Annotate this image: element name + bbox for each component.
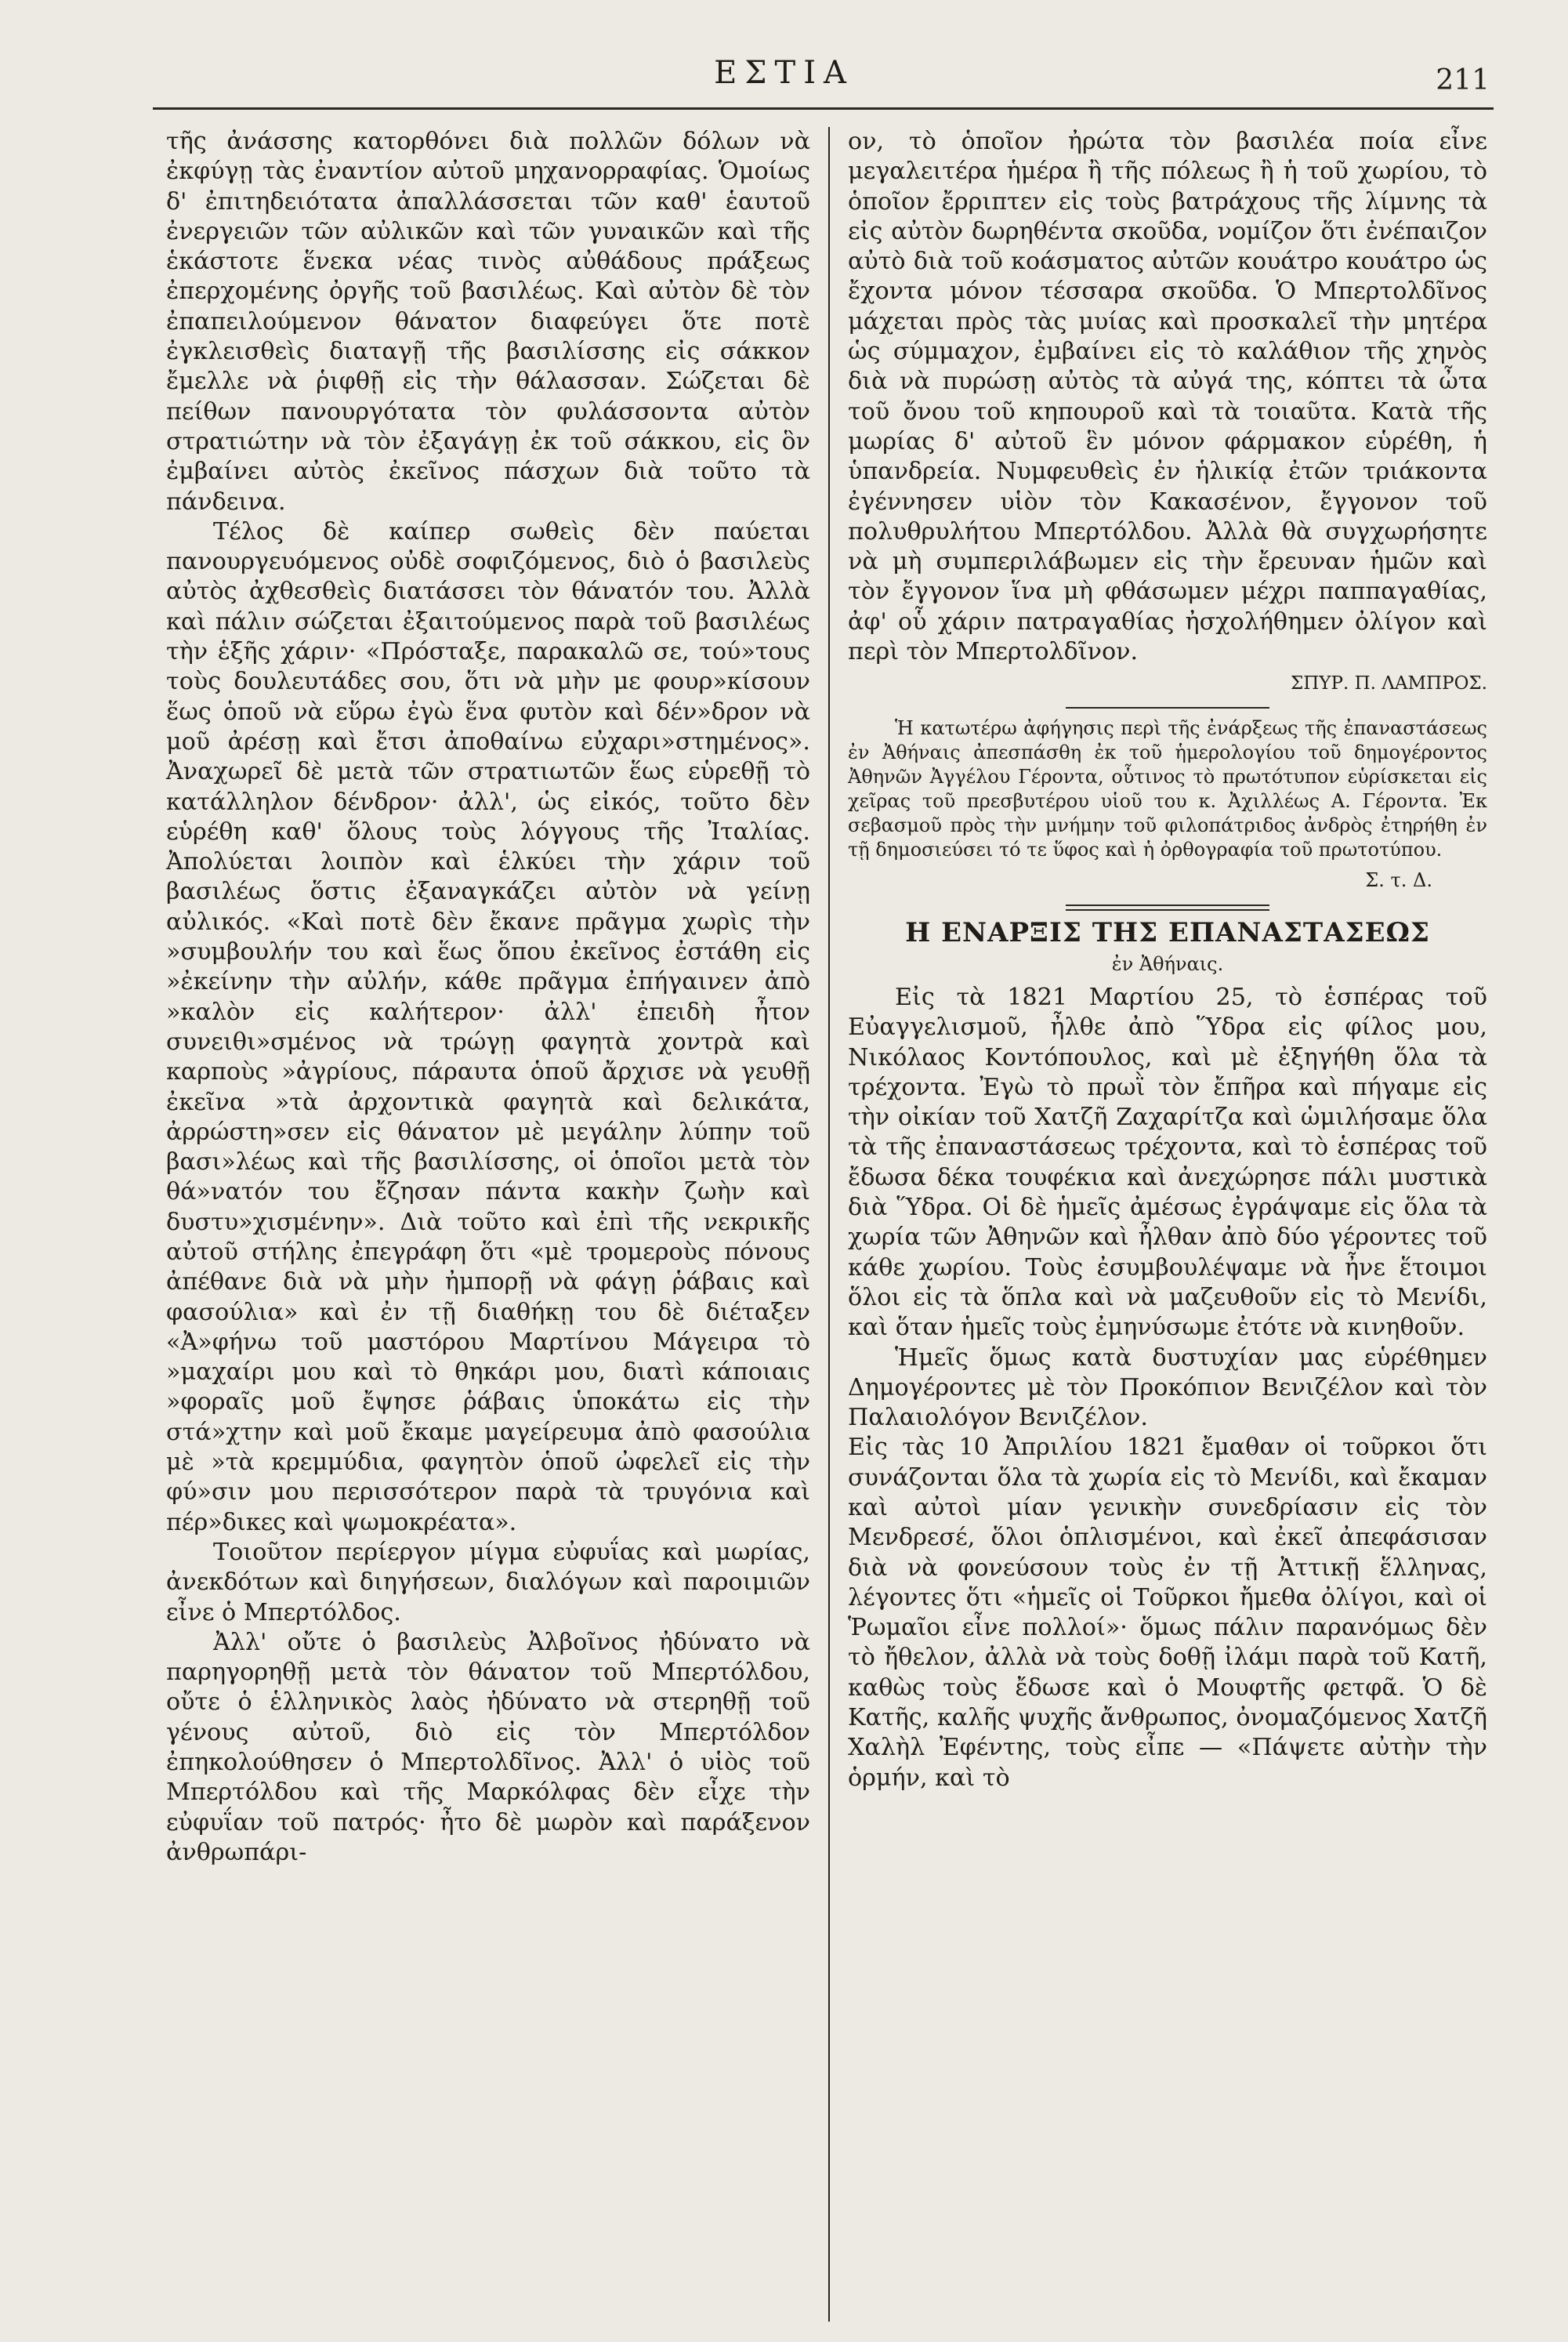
- double-divider: [1066, 905, 1269, 911]
- right-column: [848, 127, 1487, 1793]
- paragraph: Εἰς τὰ 1821 Μαρτίου 25, τὸ ἑσπέρας τοῦ Εὐαγγελισμοῦ, ἦλθε ἀπὸ Ὕδρα εἰς φίλος μου, Νικόλαος Κοντόπουλος, καὶ μὲ ἐξηγήθη ὅλα τὰ τρέχοντα. Ἐγὼ τὸ πρωῒ τὸν ἔπῆρα καὶ πήγαμε εἰς τὴν οἰκίαν τοῦ Χατζῆ Ζαχαρίτζα καὶ ὡμιλήσαμε ὅλα τὰ τῆς ἐπαναστάσεως τρέχοντα, καὶ τὸ ἑσπέρας τοῦ ἔδωσα δέκα τουφέκια καὶ ἀνεχώρησε πάλι μυστικὰ διὰ Ὕδρα. Οἱ δὲ ἡμεῖς ἀμέσως ἐγράψαμε εἰς ὅλα τὰ χωρία τῶν Ἀθηνῶν καὶ ἦλθαν ἀπὸ δύο γέροντες τοῦ κάθε χωρίου. Τοὺς ἐσυμβουλέψαμε νὰ ἦνε ἕτοιμοι ὅλοι εἰς τὰ ὅπλα καὶ νὰ μαζευθοῦν εἰς τὸ Μενίδι, καὶ ὅταν ἡμεῖς τοὺς ἐμηνύσωμε ἐτότε νὰ κινηθοῦν.: [848, 983, 1487, 1342]
- editor-note-signature: Σ. τ. Δ.: [1365, 868, 1432, 891]
- paragraph: Τοιοῦτον περίεργον μίγμα εὐφυΐας καὶ μωρίας, ἀνεκδότων καὶ διηγήσεων, διαλόγων καὶ παροιμιῶν εἶνε ὁ Μπερτόλδος.: [166, 1538, 810, 1626]
- paragraph: Ἀλλ' οὔτε ὁ βασιλεὺς Ἀλβοῖνος ἠδύνατο νὰ παρηγορηθῇ μετὰ τὸν θάνατον τοῦ Μπερτόλδου, οὔτε ὁ ἑλληνικὸς λαὸς ἠδύνατο νὰ στερηθῇ τοῦ γένους αὐτοῦ, διὸ εἰς τὸν Μπερτόλδον ἐπηκολούθησεν ὁ Μπερτολδῖνος. Ἀλλ' ὁ υἱὸς τοῦ Μπερτόλδου καὶ τῆς Μαρκόλφας δὲν εἶχε τὴν εὐφυΐαν τοῦ πατρός· ἦτο δὲ μωρὸν καὶ παράξενον ἀνθρωπάρι-: [166, 1628, 810, 1866]
- paragraph: Τέλος δὲ καίπερ σωθεὶς δὲν παύεται πανουργευόμενος οὐδὲ σοφιζόμενος, διὸ ὁ βασιλεὺς αὐτὸς ἀχθεσθεὶς διατάσσει τὸν θάνατόν του. Ἀλλὰ καὶ πάλιν σώζεται ἐξαιτούμενος παρὰ τοῦ βασιλέως τὴν ἑξῆς χάριν· «Πρόσταξε, παρακαλῶ σε, τού»τους τοὺς δουλευτάδες σου, ὅτι νὰ μὴν με φουρ»κίσουν ἕως ὁποῦ νὰ εὕρω ἐγὼ ἕνα φυτὸν καὶ δέν»δρον νὰ μοῦ ἀρέσῃ καὶ ἔτσι ἀποθαίνω εὐχαρι»στημένος». Ἀναχωρεῖ δὲ μετὰ τῶν στρατιωτῶν ἕως εὑρεθῇ τὸ κατάλληλον δένδρον· ἀλλ', ὡς εἰκός, τοῦτο δὲν εὑρέθη καθ' ὅλους τοὺς λόγγους τῆς Ἰταλίας. Ἀπολύεται λοιπὸν καὶ ἑλκύει τὴν χάριν τοῦ βασιλέως ὅστις ἐξαναγκάζει αὐτὸν νὰ γείνῃ αὐλικός. «Καὶ ποτὲ δὲν ἔκανε πρᾶγμα χωρὶς τὴν »συμβουλήν του καὶ ἕως ὅπου ἐκεῖνος ἐστάθη εἰς »ἐκείνην τὴν αὐλήν, κάθε πρᾶγμα ἐπήγαινεν ἀπὸ »καλὸν εἰς καλήτερον· ἀλλ' ἐπειδὴ ἦτον συνειθι»σμένος νὰ τρώγῃ φαγητὰ χοντρὰ καὶ καρποὺς »ἀγρίους, πάραυτα ὁποῦ ἄρχισε νὰ γευθῇ ἐκεῖνα »τὰ ἀρχοντικὰ φαγητὰ καὶ δελικάτα, ἀρρώστη»σεν εἰς θάνατον μὲ μεγάλην λύπην τοῦ βασι»λέως καὶ τῆς βασιλίσσης, οἱ ὁποῖοι μετὰ τὸν θά»νατόν του ἔζησαν πάντα κακὴν ζωὴν καὶ δυστυ»χισμένην». Διὰ τοῦτο καὶ ἐπὶ τῆς νεκρικῆς αὐτοῦ στήλης ἐπεγράφη ὅτι «μὲ τρομεροὺς πόνους ἀπέθανε διὰ νὰ μὴν ἠμπορῇ νὰ φάγῃ ῥάβαις καὶ φασούλια» καὶ ἐν τῇ διαθήκῃ του δὲ διέταξεν «Ἀ»φήνω τοῦ μαστόρου Μαρτίνου Μάγειρα τὸ »μαχαίρι μου καὶ τὸ θηκάρι μου, διατὶ κάποιαις »φοραῖς μοῦ ἔψησε ῥάβαις ὑποκάτω εἰς τὴν στά»χτην καὶ μοῦ ἔκαμε μαγείρευμα ἀπὸ φασούλια μὲ »τὰ κρεμμύδια, φαγητὸν ὁποῦ ὠφελεῖ εἰς τὴν φύ»σιν μου περισσότερον παρὰ τὰ τρυγόνια καὶ πέρ»δικες καὶ ψωμοκρέατα».: [166, 517, 810, 1536]
- article-title: Η ΕΝΑΡΞΙΣ ΤΗΣ ΕΠΑΝΑΣΤΑΣΕΩΣ: [905, 916, 1430, 948]
- paragraph: Εἰς τὰς 10 Ἀπριλίου 1821 ἔμαθαν οἱ τοῦρκοι ὅτι συνάζονται ὅλα τὰ χωρία εἰς τὸ Μενίδι, καὶ ἔκαμαν καὶ αὐτοὶ μίαν γενικὴν συνεδρίασιν εἰς τὸν Μενδρεσέ, ὅλοι ὁπλισμένοι, καὶ ἐκεῖ ἀπεφάσισαν διὰ νὰ φονεύσουν τοὺς ἐν τῇ Ἀττικῇ ἕλληνας, λέγοντες ὅτι «ἡμεῖς οἱ Τοῦρκοι ἤμεθα ὀλίγοι, καὶ οἱ Ῥωμαῖοι εἶνε πολλοί»· ὅμως πάλιν παρανόμως δὲν τὸ ἤθελον, ἀλλὰ νὰ τοὺς δοθῇ ἰλάμι παρὰ τοῦ Κατῆ, καθὼς τοὺς ἔδωσε καὶ ὁ Μουφτῆς φετφᾶ. Ὁ δὲ Κατῆς, καλῆς ψυχῆς ἄνθρωπος, ὀνομαζόμενος Χατζῆ Χαλὴλ Ἐφέντης, τοὺς εἶπε — «Πάψετε αὐτὴν τὴν ὁρμήν, καὶ τὸ: [848, 1434, 1487, 1792]
- author-signature: ΣΠΥΡ. Π. ΛΑΜΠΡΟΣ.: [1290, 673, 1487, 694]
- left-column: [166, 127, 810, 1868]
- article-subtitle: ἐν Ἀθήναις.: [1111, 952, 1224, 975]
- section-divider: [1066, 707, 1269, 709]
- paragraph: ον, τὸ ὁποῖον ἠρώτα τὸν βασιλέα ποία εἶνε μεγαλειτέρα ἡμέρα ἢ τῆς πόλεως ἢ ἡ τοῦ χωρίου, τὸ ὁποῖον ἔρριπτεν εἰς τοὺς βατράχους τῆς λίμνης τὰ εἰς αὐτὸν δωρηθέντα σκοῦδα, νομίζον ὅτι ἐνέπαιζον αὐτὸ διὰ τοῦ κοάσματος αὐτῶν κουάτρο κουάτρο ὡς ἔχοντα μόνον τέσσαρα σκοῦδα. Ὁ Μπερτολδῖνος μάχεται πρὸς τὰς μυίας καὶ προσκαλεῖ τὴν μητέρα ὡς σύμμαχον, ἐμβαίνει εἰς τὸ καλάθιον τῆς χηνὸς διὰ νὰ πυρώσῃ αὐτὸς τὰ αὐγά της, κόπτει τὰ ὦτα τοῦ ὄνου τοῦ κηπουροῦ καὶ τὰ τοιαῦτα. Κατὰ τῆς μωρίας δ' αὐτοῦ ἓν μόνον φάρμακον εὑρέθη, ἡ ὑπανδρεία. Νυμφευθεὶς ἐν ἡλικίᾳ ἐτῶν τριάκοντα ἐγέννησεν υἱὸν τὸν Κακασένον, ἔγγονον τοῦ πολυθρυλήτου Μπερτόλδου. Ἀλλὰ θὰ συγχωρήσητε νὰ μὴ συμπεριλάβωμεν εἰς τὴν ἔρευναν ἡμῶν καὶ τὸν ἔγγονον ἵνα μὴ φθάσωμεν μέχρι παππαγαθίας, ἀφ' οὗ χάριν πατραγαθίας ἠσχολήθημεν ὀλίγον καὶ περὶ τὸν Μπερτολδῖνον.: [848, 128, 1487, 666]
- paragraph: Ἡμεῖς ὅμως κατὰ δυστυχίαν μας εὑρέθημεν Δημογέροντες μὲ τὸν Προκόπιον Βενιζέλον καὶ τὸν Παλαιολόγον Βενιζέλον.: [848, 1343, 1487, 1432]
- editor-note: Ἡ κατωτέρω ἀφήγησις περὶ τῆς ἐνάρξεως τῆς ἐπαναστάσεως ἐν Ἀθήναις ἀπεσπάσθη ἐκ τοῦ ἡμερολογίου τοῦ δημογέροντος Ἀθηνῶν Ἀγγέλου Γέροντα, οὗτινος τὸ πρωτότυπον εὑρίσκεται εἰς χεῖρας τοῦ πρεσβυτέρου υἱοῦ του κ. Ἀχιλλέως Α. Γέροντα. Ἐκ σεβασμοῦ πρὸς τὴν μνήμην τοῦ φιλοπάτριδος ἀνδρὸς ἐτηρήθη ἐν τῇ δημοσιεύσει τό τε ὕφος καὶ ἡ ὀρθογραφία τοῦ πρωτοτύπου.: [848, 716, 1487, 861]
- header-rule: [153, 107, 1494, 110]
- paragraph: τῆς ἀνάσσης κατορθόνει διὰ πολλῶν δόλων νὰ ἐκφύγῃ τὰς ἐναντίον αὐτοῦ μηχανορραφίας. Ὁμοίως δ' ἐπιτηδειότατα ἀπαλλάσσεται τῶν καθ' ἑαυτοῦ ἐνεργειῶν τῶν αὐλικῶν καὶ τῶν γυναικῶν καὶ τῆς ἑκάστοτε ἕνεκα νέας τινὸς αὐθάδους πράξεως ἐπερχομένης ὀργῆς τοῦ βασιλέως. Καὶ αὐτὸν δὲ τὸν ἐπαπειλούμενον θάνατον διαφεύγει ὅτε ποτὲ ἐγκλεισθεὶς διαταγῇ τῆς βασιλίσσης εἰς σάκκον ἔμελλε νὰ ῥιφθῇ εἰς τὴν θάλασσαν. Σώζεται δὲ πείθων πανουργότατα τὸν φυλάσσοντα αὐτὸν στρατιώτην νὰ τὸν ἐξαγάγῃ ἐκ τοῦ σάκκου, εἰς ὃν ἐμβαίνει αὐτὸς ἐκεῖνος πάσχων διὰ τοῦτο τὰ πάνδεινα.: [166, 128, 810, 516]
- page-number: 211: [1436, 64, 1490, 96]
- column-divider: [828, 127, 830, 2322]
- masthead-title: ΕΣΤΙΑ: [714, 55, 854, 91]
